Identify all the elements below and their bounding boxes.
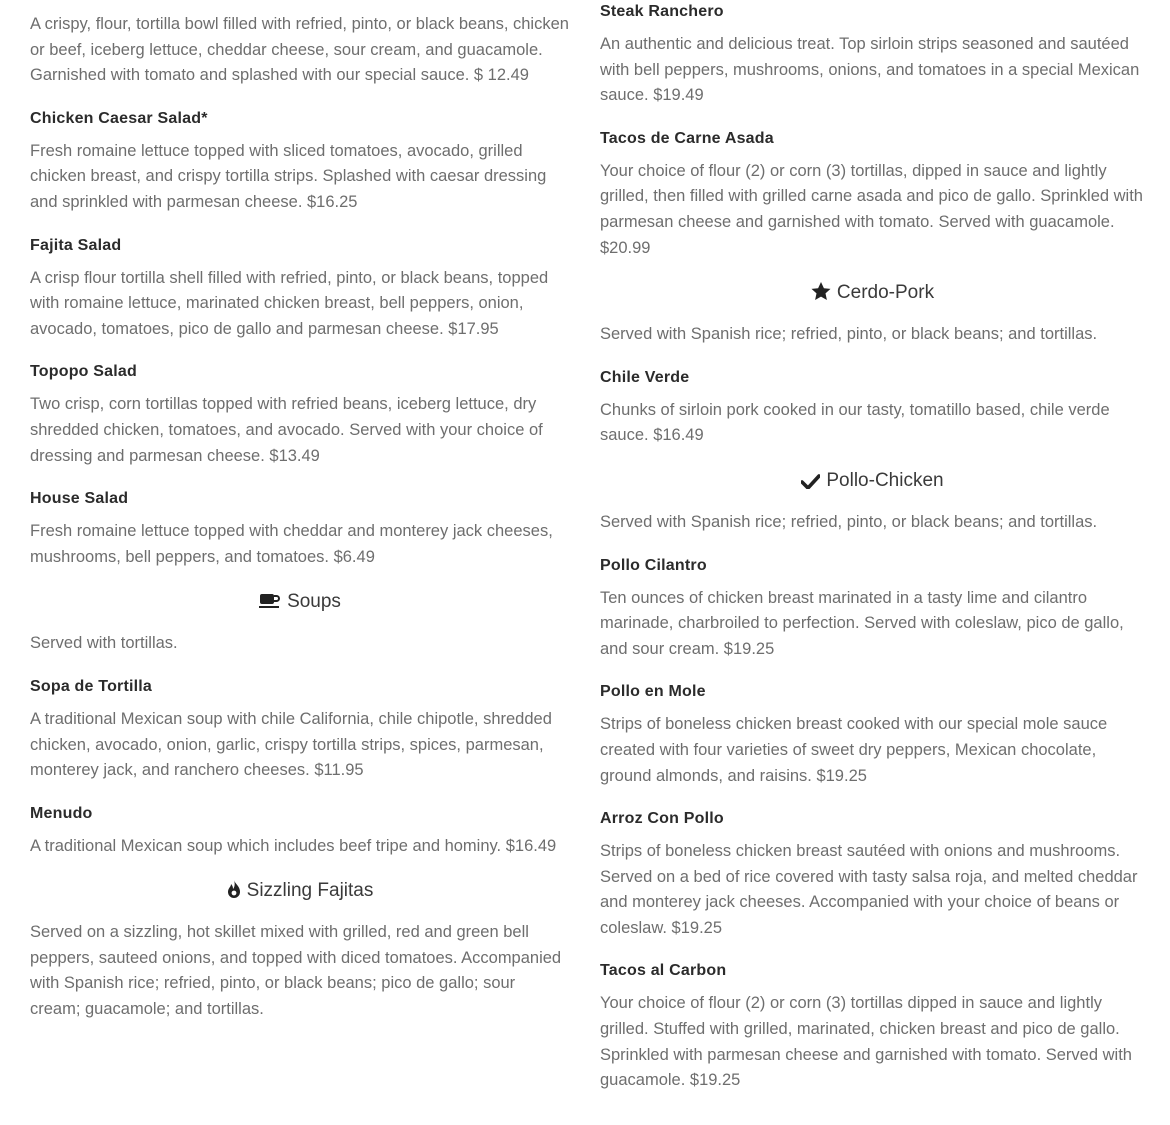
section-note-soups: Served with tortillas. <box>30 634 178 653</box>
menu-item-description: Ten ounces of chicken breast marinated in a tasty lime and cilantro marinade, charbroiled to perfection. Served with coleslaw, pico de gallo, and sour cream. $19.25 <box>600 588 1124 658</box>
coffee-cup-icon <box>259 592 281 617</box>
menu-item-description: A traditional Mexican soup with chile California, chile chipotle, shredded chicken, avocado, onion, garlic, crispy tortilla strips, spices, parmesan, monterey jack, and ranchero cheeses. $11.95 <box>30 709 552 780</box>
menu-item-title: Arroz Con Pollo <box>600 810 724 828</box>
menu-item-title: Steak Ranchero <box>600 3 724 20</box>
menu-item-title: Sopa de Tortilla <box>30 677 153 695</box>
menu-item-description: An authentic and delicious treat. Top sirloin strips seasoned and sautéed with bell peppers, mushrooms, onions, and tomatoes in a special Mexican sauce. $19.49 <box>600 35 1140 105</box>
section-heading-label: Sizzling Fajitas <box>246 880 374 902</box>
menu-item-topopo-salad <box>30 362 570 469</box>
menu-item-title: Tacos al Carbon <box>600 962 727 980</box>
menu-item-title: Chicken Caesar Salad* <box>30 109 208 127</box>
menu-item-fajita-salad <box>30 236 570 343</box>
menu-column-right <box>600 2 1145 1114</box>
fire-icon <box>227 880 241 906</box>
menu-item-title: Tacos de Carne Asada <box>600 129 774 147</box>
section-heading-label: Soups <box>287 591 341 613</box>
menu-item-tacos-al-carbon <box>600 961 1145 1093</box>
section-note-fajitas: Served on a sizzling, hot skillet mixed with grilled, red and green bell peppers, sauteed onions, and topped with diced tomatoes. Accompanied with Spanish rice; refried, pinto, or black beans; pico de gallo; sour cream; guacamole; and tortillas. <box>30 923 562 1019</box>
menu-item-description: Fresh romaine lettuce topped with cheddar and monterey jack cheeses, mushrooms, bell peppers, and tomatoes. $6.49 <box>30 522 553 566</box>
menu-item-title: Fajita Salad <box>30 236 122 254</box>
menu-item-title <box>30 0 570 2</box>
menu-item-menudo <box>30 804 570 860</box>
menu-item-chile-verde <box>600 368 1145 449</box>
menu-item-pollo-cilantro <box>600 556 1145 663</box>
menu-item-title: Chile Verde <box>600 368 690 386</box>
section-note-chicken: Served with Spanish rice; refried, pinto, or black beans; and tortillas. <box>600 512 1098 531</box>
menu-item-sopa-de-tortilla <box>30 677 570 784</box>
section-heading-soups <box>30 590 570 617</box>
menu-item-title: Pollo Cilantro <box>600 556 707 574</box>
menu-item-house-salad <box>30 489 570 570</box>
menu-item-title: Pollo en Mole <box>600 683 706 701</box>
menu-item-title: Topopo Salad <box>30 363 137 381</box>
menu-item-description: A crispy, flour, tortilla bowl filled with refried, pinto, or black beans, chicken or beef, iceberg lettuce, cheddar cheese, sour cream, and guacamole. Garnished with tomato and splashed with our special sauce. $ 12.49 <box>30 15 569 85</box>
menu-column-left <box>30 0 570 1043</box>
menu-item-description: Your choice of flour (2) or corn (3) tortillas dipped in sauce and lightly grilled. Stuffed with grilled, marinated, chicken breast and pico de gallo. Sprinkled with parmesan cheese and garnished with tomato. Served with guacamole. $19.25 <box>600 994 1132 1090</box>
menu-item-description: Strips of boneless chicken breast cooked with our special mole sauce created with four varieties of sweet dry peppers, Mexican chocolate, ground almonds, and raisins. $19.25 <box>600 715 1108 785</box>
section-heading-chicken <box>600 469 1145 496</box>
section-heading-pork <box>600 281 1145 308</box>
menu-item-taco-salad <box>30 0 570 89</box>
menu-item-tacos-de-carne-asada <box>600 129 1145 261</box>
menu-item-description: Fresh romaine lettuce topped with sliced tomatoes, avocado, grilled chicken breast, and crispy tortilla strips. Splashed with caesar dressing and sprinkled with parmesan cheese. $16.25 <box>30 141 547 211</box>
menu-item-title: Menudo <box>30 804 93 822</box>
menu-item-arroz-con-pollo <box>600 809 1145 941</box>
menu-item-description: Strips of boneless chicken breast sautéed with onions and mushrooms. Served on a bed of rice covered with tasty salsa roja, and melted cheddar and monterey jack cheeses. Accompanied with your choice of beans or coleslaw. $19.25 <box>600 842 1138 937</box>
menu-item-description: Your choice of flour (2) or corn (3) tortillas, dipped in sauce and lightly grilled, then filled with grilled carne asada and pico de gallo. Sprinkled with parmesan cheese and garnished with tomato. Served with guacamole. $20.99 <box>600 161 1143 257</box>
menu-item-description: A traditional Mexican soup which includes beef tripe and hominy. $16.49 <box>30 836 557 855</box>
menu-item-description: A crisp flour tortilla shell filled with refried, pinto, or black beans, topped with romaine lettuce, marinated chicken breast, bell peppers, onion, avocado, tomatoes, pico de gallo and parmesan cheese. $17.95 <box>30 268 549 338</box>
star-icon <box>811 282 831 308</box>
menu-item-description: Two crisp, corn tortillas topped with refried beans, iceberg lettuce, dry shredded chicken, tomatoes, and avocado. Served with your choice of dressing and parmesan cheese. $13.49 <box>30 395 543 465</box>
check-icon <box>801 472 820 496</box>
menu-item-pollo-en-mole <box>600 682 1145 789</box>
menu-item-title: House Salad <box>30 490 129 508</box>
menu-item-steak-ranchero <box>600 2 1145 109</box>
menu-item-description: Chunks of sirloin pork cooked in our tasty, tomatillo based, chile verde sauce. $16.49 <box>600 400 1110 445</box>
section-heading-label: Pollo-Chicken <box>826 469 944 491</box>
section-note-pork: Served with Spanish rice; refried, pinto, or black beans; and tortillas. <box>600 325 1098 344</box>
section-heading-label: Cerdo-Pork <box>836 282 935 304</box>
section-heading-fajitas <box>30 879 570 906</box>
menu-item-chicken-caesar-salad <box>30 109 570 216</box>
